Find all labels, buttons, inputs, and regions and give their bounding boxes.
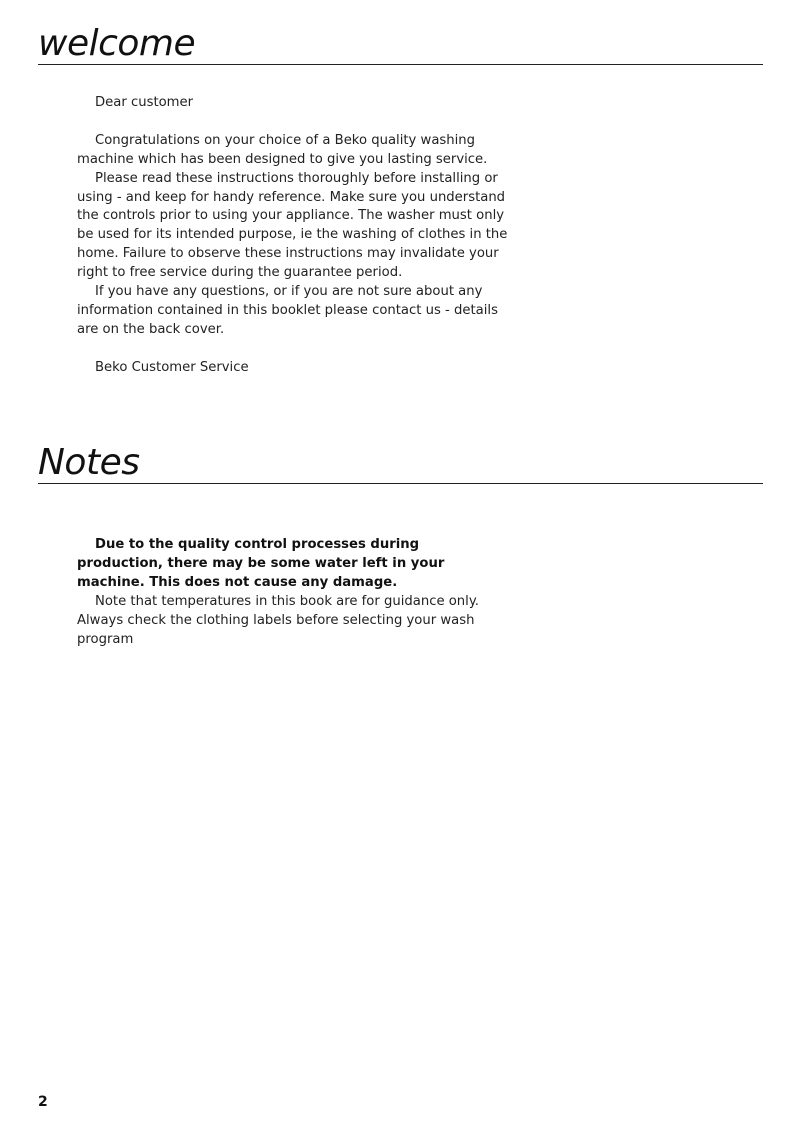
welcome-body bbox=[77, 94, 509, 378]
welcome-rule bbox=[38, 64, 763, 65]
spacer bbox=[77, 113, 509, 132]
salutation: Dear customer bbox=[95, 95, 194, 110]
welcome-paragraph-1: Congratulations on your choice of a Beko quality washing machine which has been designed to give you lasting service. bbox=[77, 132, 488, 167]
notes-rule bbox=[38, 483, 763, 484]
notes-paragraph: Note that temperatures in this book are for guidance only. Always check the clothing labels before selecting your wash program bbox=[77, 593, 479, 647]
spacer bbox=[77, 340, 509, 359]
notes-title: Notes bbox=[38, 442, 140, 483]
welcome-paragraph-2: Please read these instructions thoroughly before installing or using - and keep for handy reference. Make sure you understand the controls prior to using your appliance. The washer must only be used for its intended purpose, ie the washing of clothes in the home. Failure to observe these instructions may invalidate your right to free service during the guarantee period. bbox=[77, 170, 508, 281]
page-number: 2 bbox=[38, 1094, 48, 1110]
notes-body bbox=[77, 536, 509, 649]
welcome-title: welcome bbox=[38, 23, 196, 64]
notes-warning: Due to the quality control processes during production, there may be some water left in your machine. This does not cause any damage. bbox=[77, 537, 445, 590]
signoff: Beko Customer Service bbox=[95, 359, 249, 375]
welcome-paragraph-3: If you have any questions, or if you are not sure about any information contained in this booklet please contact us - details are on the back cover. bbox=[77, 284, 498, 337]
